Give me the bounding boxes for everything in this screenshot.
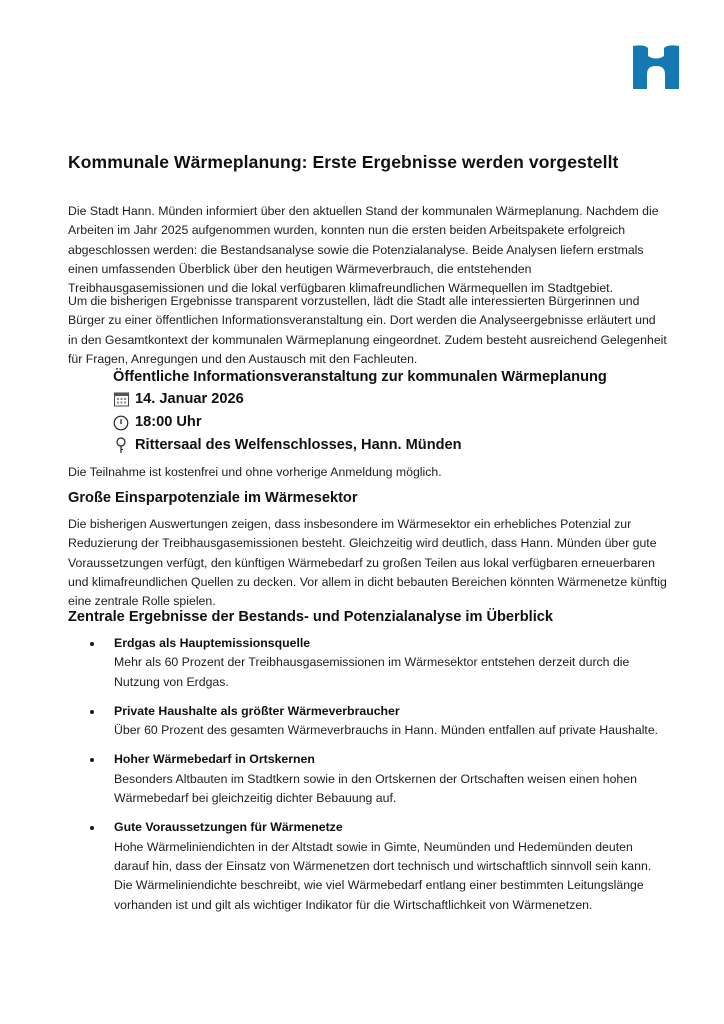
- list-item-title: Gute Voraussetzungen für Wärmenetze: [114, 820, 343, 835]
- intro-paragraph: Die Stadt Hann. Münden informiert über den aktuellen Stand der kommunalen Wärmeplanung. Nachdem die Arbeiten im Jahr 2025 aufgenommen wurden, konnten nun die ersten beiden Arbeitspakete erfolgreich abgeschlossen werden: die Bestandsanalyse sowie die Potenzialanalyse. Beide Analysen liefern erstmals einen umfassenden Überblick über den heutigen Wärmeverbrauch, die entstehenden Treibhausgasemissionen und die lokal verfügbaren klimafreundlichen Wärmequellen im Stadtgebiet.: [68, 204, 659, 296]
- list-item-title: Erdgas als Hauptemissionsquelle: [114, 636, 311, 650]
- list-item-title: Hoher Wärmebedarf in Ortskernen: [114, 752, 315, 767]
- clock-icon: [113, 415, 129, 431]
- event-time: [113, 411, 607, 434]
- list-item: [90, 702, 670, 741]
- list-item-text: Hohe Wärmeliniendichten in der Altstadt sowie in Gimte, Neumünden und Hedemünden deuten darauf hin, dass der Einsatz von Wärmenetzen dort technisch und wirtschaftlich sinnvoll sein kann. Die Wärmeliniendichte beschreibt, wie viel Wärmebedarf entlang einer bestimmten Leitungslänge vorhanden ist und gilt als wichtiger Indikator für die Wirtschaftlichkeit von Wärmenetzen.: [114, 839, 652, 912]
- bullet-icon: [90, 758, 94, 762]
- event-location: [113, 434, 607, 457]
- savings-paragraph: Die bisherigen Auswertungen zeigen, dass insbesondere im Wärmesektor ein erhebliches Potenzial zur Reduzierung der Treibhausgasemissionen besteht. Gleichzeitig wird deutlich, dass Hann. Münden über gute Voraussetzungen verfügt, den künftigen Wärmebedarf zu großen Teilen aus lokal verfügbaren erneuerbaren und klimafreundlichen Quellen zu decken. Vor allem in dicht bebauten Bereichen könnten Wärmenetze künftig eine zentrale Rolle spielen.: [68, 517, 667, 609]
- list-item: [90, 634, 670, 692]
- event-date: [113, 388, 607, 411]
- participation-paragraph: Die Teilnahme ist kostenfrei und ohne vorherige Anmeldung möglich.: [68, 465, 442, 479]
- bullet-icon: [90, 826, 94, 830]
- calendar-icon: [113, 392, 129, 408]
- list-item: [90, 750, 670, 808]
- results-heading: Zentrale Ergebnisse der Bestands- und Potenzialanalyse im Überblick: [68, 609, 553, 625]
- location-pin-icon: [113, 438, 129, 454]
- list-item-text: Mehr als 60 Prozent der Treibhausgasemissionen im Wärmesektor entstehen derzeit durch die Nutzung von Erdgas.: [114, 655, 630, 689]
- event-date-text: 14. Januar 2026: [135, 391, 244, 407]
- list-item: [90, 818, 670, 914]
- event-title: Öffentliche Informationsveranstaltung zur kommunalen Wärmeplanung: [113, 369, 607, 385]
- event-location-text: Rittersaal des Welfenschlosses, Hann. Münden: [135, 437, 462, 453]
- bullet-icon: [90, 642, 94, 646]
- bullet-icon: [90, 710, 94, 714]
- page-title: Kommunale Wärmeplanung: Erste Ergebnisse werden vorgestellt: [68, 152, 619, 172]
- list-item-title: Private Haushalte als größter Wärmeverbraucher: [114, 703, 400, 718]
- invitation-paragraph: Um die bisherigen Ergebnisse transparent vorzustellen, lädt die Stadt alle interessierten Bürgerinnen und Bürger zu einer öffentlichen Informationsveranstaltung ein. Dort werden die Analyseergebnisse erläutert und in den Gesamtkontext der kommunalen Wärmeplanung eingeordnet. Zudem besteht ausreichend Gelegenheit für Fragen, Anregungen und den Austausch mit den Fachleuten.: [68, 294, 667, 366]
- event-time-text: 18:00 Uhr: [135, 414, 202, 430]
- hann-muenden-logo-icon: [632, 44, 680, 90]
- event-details: [113, 366, 607, 457]
- results-list: [90, 634, 670, 925]
- list-item-text: Besonders Altbauten im Stadtkern sowie in den Ortskernen der Ortschaften weisen einen hohen Wärmebedarf bei gleichzeitig dichter Bebauung auf.: [114, 771, 637, 806]
- savings-heading: Große Einsparpotenziale im Wärmesektor: [68, 490, 358, 506]
- list-item-text: Über 60 Prozent des gesamten Wärmeverbrauchs in Hann. Münden entfallen auf private Haushalte.: [114, 723, 659, 738]
